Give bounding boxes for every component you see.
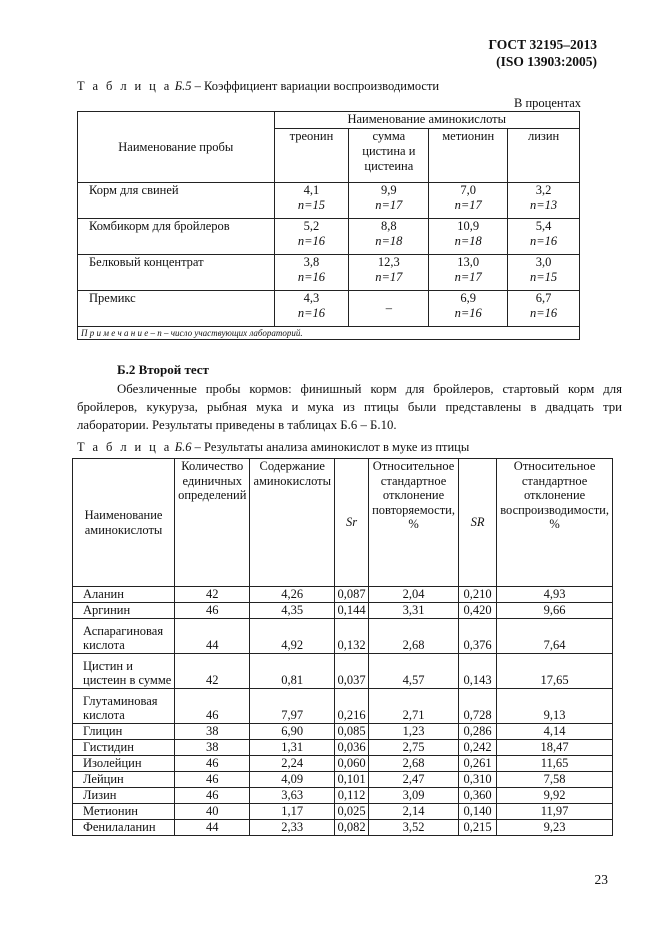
table-cell: 1,31	[250, 740, 335, 756]
table5-group-header: Наименование аминокислоты	[274, 112, 579, 129]
lab-count: n=13	[529, 198, 558, 212]
table-cell: 9,23	[497, 820, 613, 836]
amino-acid-name: Метионин	[73, 804, 175, 820]
table-cell: 0,132	[335, 619, 369, 654]
table-cell: 2,24	[250, 756, 335, 772]
table-cell: 4,93	[497, 587, 613, 603]
table-cell: 7,58	[497, 772, 613, 788]
table-cell	[429, 183, 508, 219]
table-row	[73, 772, 613, 788]
table-cell: 9,66	[497, 603, 613, 619]
table-cell: 0,728	[459, 689, 497, 724]
table-cell: 2,33	[250, 820, 335, 836]
table-cell: 42	[175, 587, 250, 603]
table5-note: П р и м е ч а н и е – n – число участвующих лабораторий.	[78, 327, 580, 340]
table-cell	[429, 219, 508, 255]
table-cell: 2,75	[369, 740, 459, 756]
page-number: 23	[594, 872, 608, 887]
table6-column-header: Sr	[335, 459, 369, 587]
table-cell: 46	[175, 689, 250, 724]
table-cell: 38	[175, 724, 250, 740]
table-row	[78, 183, 580, 219]
table6-column-header: SR	[459, 459, 497, 587]
table-cell: 18,47	[497, 740, 613, 756]
table-cell: 46	[175, 603, 250, 619]
table-cell: 44	[175, 619, 250, 654]
table-cell: 11,97	[497, 804, 613, 820]
amino-acid-name: Глицин	[73, 724, 175, 740]
standard-number: ГОСТ 32195–2013	[488, 37, 597, 52]
table-row	[73, 804, 613, 820]
cv-value: 9,9	[381, 183, 397, 197]
section-title: Б.2 Второй тест	[117, 362, 209, 377]
iso-reference: (ISO 13903:2005)	[496, 54, 597, 69]
table-row	[73, 820, 613, 836]
table5-column-header: треонин	[274, 129, 349, 183]
table5-name-header: Наименование пробы	[78, 112, 275, 183]
cv-value: 7,0	[460, 183, 477, 197]
document-header	[488, 36, 597, 70]
table-row	[73, 756, 613, 772]
cv-value: 8,8	[381, 219, 397, 233]
table-cell	[274, 291, 349, 327]
table6-caption: Т а б л и ц а Б.6 – Результаты анализа аминокислот в муке из птицы	[77, 440, 470, 454]
table-cell: 0,286	[459, 724, 497, 740]
lab-count: n=16	[297, 234, 326, 248]
table-cell: 11,65	[497, 756, 613, 772]
lab-count: n=16	[297, 270, 326, 284]
table-cell: 3,63	[250, 788, 335, 804]
table-cell	[274, 219, 349, 255]
table-cell: 0,360	[459, 788, 497, 804]
table-cell	[508, 219, 580, 255]
table-row	[73, 724, 613, 740]
table-cell: 0,261	[459, 756, 497, 772]
table6-column-header: Наименование аминокислоты	[73, 459, 175, 587]
table-cell	[274, 183, 349, 219]
table-row	[78, 255, 580, 291]
table-cell: 0,376	[459, 619, 497, 654]
table5-column-header: метионин	[429, 129, 508, 183]
table-cell: 3,31	[369, 603, 459, 619]
table-cell: 4,92	[250, 619, 335, 654]
table-row	[73, 603, 613, 619]
table-cell: 2,04	[369, 587, 459, 603]
lab-count: n=18	[375, 234, 403, 248]
table-cell: 3,52	[369, 820, 459, 836]
table-cell: 0,144	[335, 603, 369, 619]
table-cell	[349, 219, 429, 255]
cv-value: 4,3	[303, 291, 320, 305]
table-cell: 46	[175, 756, 250, 772]
table-cell: 40	[175, 804, 250, 820]
table-cell: 1,23	[369, 724, 459, 740]
table-cell: 0,81	[250, 654, 335, 689]
table-cell: 0,310	[459, 772, 497, 788]
table-cell: 9,92	[497, 788, 613, 804]
table-cell: 0,036	[335, 740, 369, 756]
table6-column-header: Относительное стандартное отклонение повторяемости, %	[369, 459, 459, 587]
sample-name: Комбикорм для бройлеров	[78, 219, 275, 255]
table-cell	[508, 255, 580, 291]
sample-name: Корм для свиней	[78, 183, 275, 219]
table-cell: 9,13	[497, 689, 613, 724]
lab-count: n=17	[375, 270, 403, 284]
table-cell: 0,087	[335, 587, 369, 603]
table5-column-header: лизин	[508, 129, 580, 183]
table-cell	[508, 291, 580, 327]
lab-count: n=17	[375, 198, 403, 212]
table-cell: 0,060	[335, 756, 369, 772]
lab-count: n=16	[529, 234, 558, 248]
paragraph: Обезличенные пробы кормов: финишный корм для бройлеров, стартовый корм для бройлеров, кукуруза, рыбная мука и мука из птицы были представлены в двадцать три лаборатории. Результаты приведены в таблицах Б.6 – Б.10.	[77, 382, 622, 432]
cv-value: 13,0	[457, 255, 480, 269]
amino-acid-name: Гистидин	[73, 740, 175, 756]
cv-value: 6,7	[535, 291, 552, 305]
table-cell: 2,71	[369, 689, 459, 724]
table-cell: 42	[175, 654, 250, 689]
table5-column-header: сумма цистина и цистеина	[349, 129, 429, 183]
amino-acid-name: Аланин	[73, 587, 175, 603]
amino-acid-name: Изолейцин	[73, 756, 175, 772]
table-row	[73, 619, 613, 654]
table6	[72, 458, 613, 836]
table-cell: 0,215	[459, 820, 497, 836]
table-row	[73, 740, 613, 756]
table-row	[73, 689, 613, 724]
lab-count: n=17	[454, 270, 482, 284]
table-cell: 0,143	[459, 654, 497, 689]
lab-count: n=15	[529, 270, 558, 284]
table-cell: 0,082	[335, 820, 369, 836]
table-row	[73, 654, 613, 689]
table-row	[78, 219, 580, 255]
table-cell	[429, 255, 508, 291]
amino-acid-name: Фенилаланин	[73, 820, 175, 836]
sample-name: Премикс	[78, 291, 275, 327]
table-cell: 2,14	[369, 804, 459, 820]
table-cell: 0,210	[459, 587, 497, 603]
table-cell	[274, 255, 349, 291]
sample-name: Белковый концентрат	[78, 255, 275, 291]
lab-count: n=16	[297, 306, 326, 320]
table-cell	[508, 183, 580, 219]
table-cell: 7,64	[497, 619, 613, 654]
table-cell: 0,025	[335, 804, 369, 820]
table6-column-header: Количество единичных определений	[175, 459, 250, 587]
table-row	[73, 788, 613, 804]
table-cell	[429, 291, 508, 327]
table6-column-header: Содержание аминокислоты	[250, 459, 335, 587]
table-cell: 0,420	[459, 603, 497, 619]
table-cell: 1,17	[250, 804, 335, 820]
cv-value: 10,9	[457, 219, 480, 233]
table-cell: 4,26	[250, 587, 335, 603]
table-cell: 4,35	[250, 603, 335, 619]
table5-caption: Т а б л и ц а Б.5 – Коэффициент вариации воспроизводимости	[77, 79, 440, 93]
amino-acid-name: Цистин и цистеин в сумме	[73, 654, 175, 689]
table-row	[78, 291, 580, 327]
table-cell: 0,216	[335, 689, 369, 724]
table-cell: 38	[175, 740, 250, 756]
amino-acid-name: Глутаминовая кислота	[73, 689, 175, 724]
table-cell: 2,68	[369, 619, 459, 654]
table-cell: 0,112	[335, 788, 369, 804]
amino-acid-name: Аргинин	[73, 603, 175, 619]
table-cell: 2,47	[369, 772, 459, 788]
table-row	[73, 587, 613, 603]
cv-value: 4,1	[303, 183, 320, 197]
table-cell	[349, 183, 429, 219]
table-cell: 6,90	[250, 724, 335, 740]
table-cell: 0,085	[335, 724, 369, 740]
table-cell: 0,101	[335, 772, 369, 788]
lab-count: n=17	[454, 198, 482, 212]
table-cell: 3,09	[369, 788, 459, 804]
table-cell: 46	[175, 788, 250, 804]
cv-value: 6,9	[460, 291, 477, 305]
cv-value: 3,2	[535, 183, 552, 197]
cv-value: 12,3	[377, 255, 400, 269]
cv-value: –	[385, 301, 392, 315]
cv-value: 5,2	[303, 219, 320, 233]
table-cell: 46	[175, 772, 250, 788]
table-cell: 7,97	[250, 689, 335, 724]
lab-count: n=18	[454, 234, 482, 248]
table5-unit: В процентах	[514, 96, 581, 110]
lab-count: n=15	[297, 198, 326, 212]
amino-acid-name: Лизин	[73, 788, 175, 804]
table-cell: 17,65	[497, 654, 613, 689]
table-cell: 2,68	[369, 756, 459, 772]
table-cell: 4,09	[250, 772, 335, 788]
table6-column-header: Относительное стандартное отклонение воспроизводимости, %	[497, 459, 613, 587]
table5	[77, 111, 580, 340]
cv-value: 3,8	[303, 255, 320, 269]
table-cell	[349, 291, 429, 327]
lab-count: n=16	[529, 306, 558, 320]
table-cell: 0,140	[459, 804, 497, 820]
amino-acid-name: Лейцин	[73, 772, 175, 788]
table-cell: 44	[175, 820, 250, 836]
table-cell	[349, 255, 429, 291]
table-cell: 4,57	[369, 654, 459, 689]
table-cell: 0,242	[459, 740, 497, 756]
table-cell: 4,14	[497, 724, 613, 740]
table-cell: 0,037	[335, 654, 369, 689]
amino-acid-name: Аспарагиновая кислота	[73, 619, 175, 654]
cv-value: 5,4	[535, 219, 552, 233]
lab-count: n=16	[454, 306, 482, 320]
cv-value: 3,0	[535, 255, 552, 269]
